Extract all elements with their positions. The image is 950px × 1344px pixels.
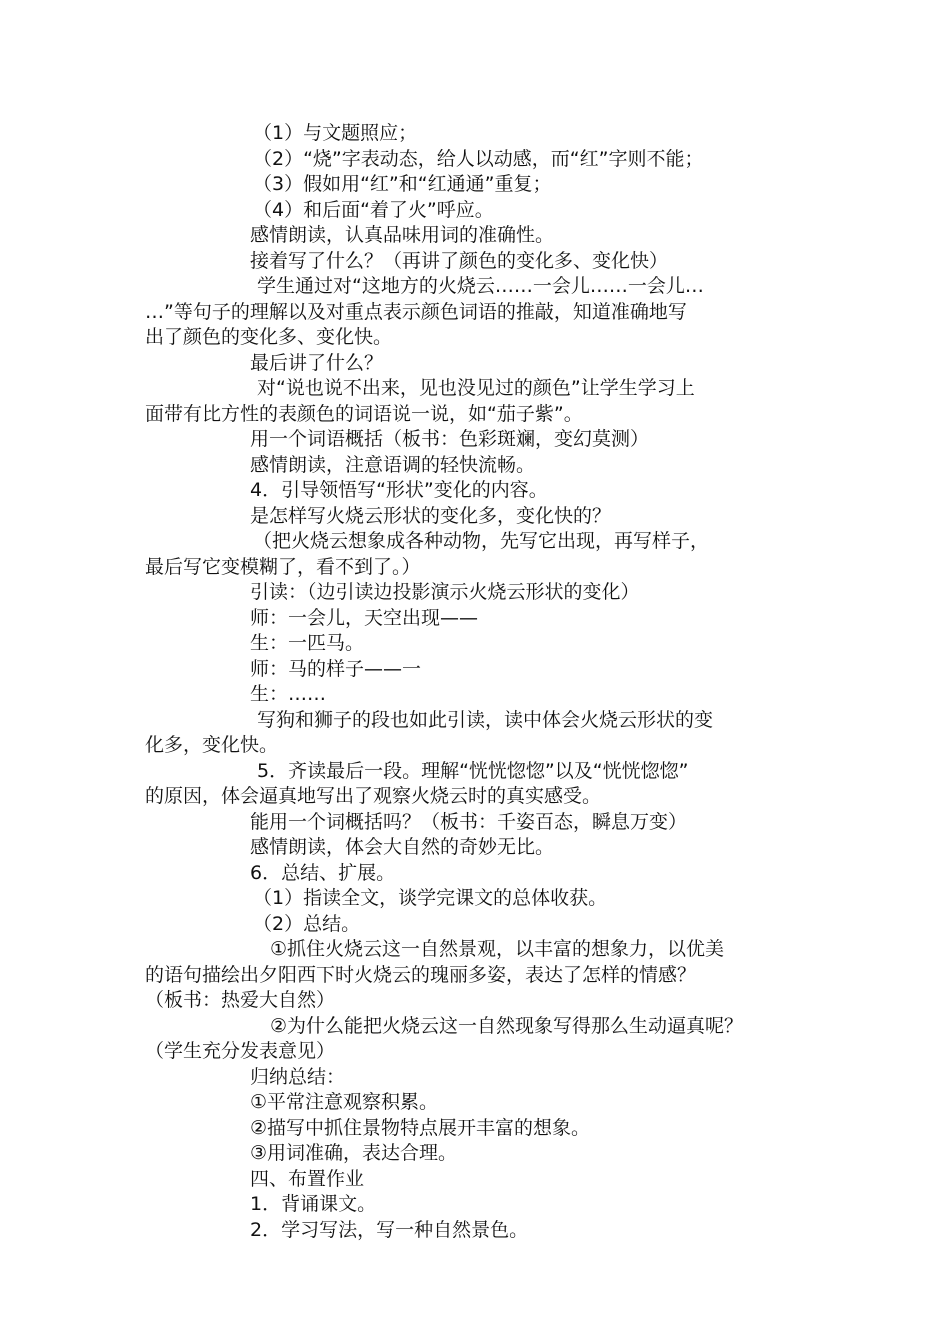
text-line: 最后写它变模糊了，看不到了。） — [145, 555, 421, 578]
text-line: 出了颜色的变化多、变化快。 — [145, 326, 393, 348]
text-line: 能用一个词概括吗？（板书：千姿百态，瞬息万变） — [250, 810, 688, 833]
text-line: 对“说也说不出来，见也没见过的颜色”让学生学习上 — [257, 377, 695, 399]
text-line: 四、布置作业 — [250, 1167, 365, 1190]
text-line: 化多，变化快。 — [145, 734, 279, 756]
text-line: 师：一会儿，天空出现—— — [250, 606, 479, 629]
text-line: 归纳总结： — [250, 1065, 346, 1088]
text-line: 1．背诵课文。 — [250, 1193, 377, 1215]
text-line: 是怎样写火烧云形状的变化多，变化快的？ — [250, 504, 612, 527]
text-line: （2）“烧”字表动态，给人以动感，而“红”字则不能； — [253, 147, 704, 170]
text-line: ①抓住火烧云这一自然景观，以丰富的想象力，以优美 — [270, 938, 725, 960]
text-line: 最后讲了什么？ — [250, 351, 384, 374]
text-line: 生：一匹马。 — [250, 632, 365, 654]
text-line: （把火烧云想象成各种动物，先写它出现，再写样子， — [253, 530, 710, 552]
text-line: ①平常注意观察积累。 — [250, 1091, 439, 1113]
text-line: 4．引导领悟写“形状”变化的内容。 — [250, 479, 548, 501]
text-line: 5．齐读最后一段。理解“恍恍惚惚”以及“恍恍惚惚” — [257, 759, 689, 782]
text-line: ③用词准确，表达合理。 — [250, 1142, 458, 1164]
text-line: 面带有比方性的表颜色的词语说一说，如“茄子紫”。 — [145, 402, 583, 425]
text-line: 学生通过对“这地方的火烧云……一会儿……一会儿… — [257, 275, 704, 297]
text-line: 感情朗读，认真品味用词的准确性。 — [250, 224, 555, 246]
text-line: ②描写中抓住景物特点展开丰富的想象。 — [250, 1116, 591, 1139]
text-line: 的原因，体会逼真地写出了观察火烧云时的真实感受。 — [145, 785, 602, 807]
text-line: 写狗和狮子的段也如此引读，读中体会火烧云形状的变 — [257, 708, 714, 731]
text-line: 师：马的样子——一 — [250, 657, 422, 680]
text-line: 接着写了什么？（再讲了颜色的变化多、变化快） — [250, 249, 669, 272]
text-line: 生：…… — [250, 683, 327, 705]
text-line: （1）与文题照应； — [253, 122, 418, 144]
text-line: （4）和后面“着了火”呼应。 — [253, 198, 494, 221]
text-line: 引读：（边引读边投影演示火烧云形状的变化） — [250, 581, 640, 603]
text-line: （学生充分发表意见） — [145, 1040, 336, 1062]
text-line: ②为什么能把火烧云这一自然现象写得那么生动逼真呢？ — [270, 1014, 744, 1037]
text-line: 感情朗读，注意语调的轻快流畅。 — [250, 453, 536, 476]
lesson-plan-text — [145, 121, 835, 1243]
text-line: 感情朗读，体会大自然的奇妙无比。 — [250, 836, 555, 858]
text-line: 的语句描绘出夕阳西下时火烧云的瑰丽多姿，表达了怎样的情感？ — [145, 963, 697, 986]
text-line: （3）假如用“红”和“红通通”重复； — [253, 173, 552, 195]
text-line: （板书：热爱大自然） — [145, 989, 336, 1011]
text-line: 2．学习写法，写一种自然景色。 — [250, 1218, 529, 1241]
text-line: 6．总结、扩展。 — [250, 861, 396, 884]
text-line: （1）指读全文，谈学完课文的总体收获。 — [253, 887, 608, 909]
text-line: 用一个词语概括（板书：色彩斑斓，变幻莫测） — [250, 428, 650, 450]
text-line: …”等句子的理解以及对重点表示颜色词语的推敲，知道准确地写 — [145, 300, 687, 323]
text-line: （2）总结。 — [253, 912, 361, 935]
